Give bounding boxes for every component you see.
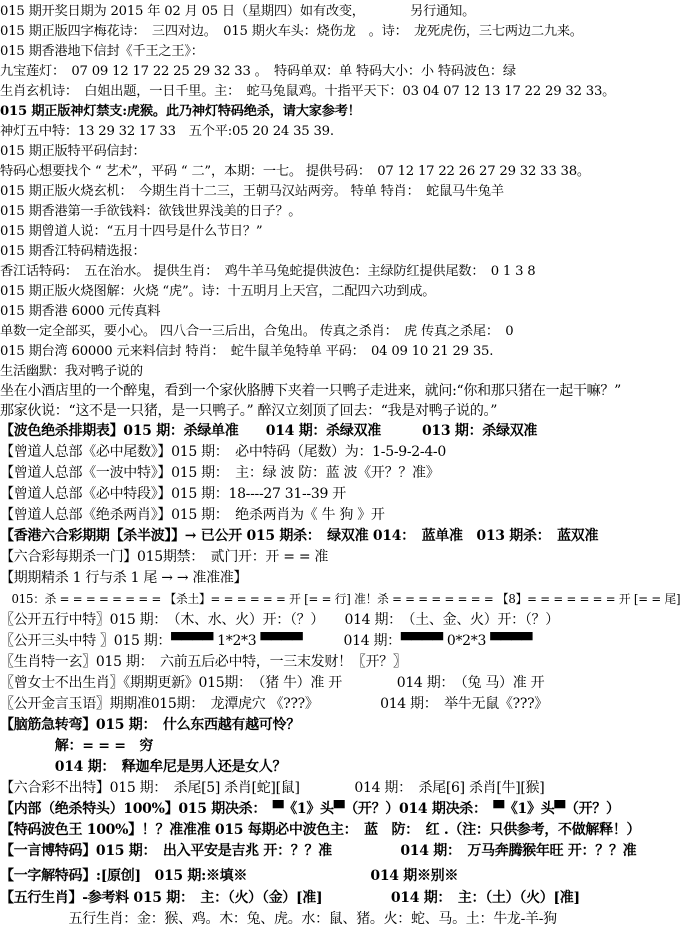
line-one-char: 【一字解特码】:[原创] 015 期:※填※ 014 期※别※ bbox=[0, 868, 459, 884]
line-one-word: 【一言博特码】015 期： 出入平安是吉兆 开：？？准 014 期： 万马奔腾猴年旺 开：？？准 bbox=[0, 843, 637, 859]
line-draw-date: 015 期开奖日期为 2015 年 02 月 05 日（星期四）如有改变， 另行通知。 bbox=[0, 4, 476, 19]
line-humor-title: 生活幽默：我对鸭子说的 bbox=[0, 364, 143, 379]
line-envelope-title: 015 期正版特平码信封： bbox=[0, 144, 146, 159]
line-zeng-says: 015 期曾道人说：“五月十四号是什么节日？” bbox=[0, 224, 263, 239]
line-zodiac-mystery: 〖生肖特一玄〗015 期： 六前五后必中特，一三末发财！〖开？〗 bbox=[0, 654, 407, 670]
line-golden-words: 〖公开金言玉语〗期期准015期： 龙潭虎穴 《???》 014 期： 举牛无鼠《???》 bbox=[0, 696, 548, 712]
line-lamp-five: 神灯五中特：13 29 32 17 33 五个平:05 20 24 35 39. bbox=[0, 124, 334, 139]
line-no-special: 【六合彩不出特】015 期： 杀尾[5] 杀肖[蛇][鼠] 014 期： 杀尾[6] 杀肖[牛][猴] bbox=[0, 780, 545, 796]
line-zeng-wave: 【曾道人总部《一波中特》】015 期： 主：绿 波 防：蓝 波《开？？准》 bbox=[0, 465, 440, 481]
line-fax-body: 单数一定全部买，要小心。 四八合一三后出，合兔出。 传真之杀肖： 虎 传真之杀尾： 0 bbox=[0, 324, 514, 339]
line-teaser-014: 014 期： 释迦牟尼是男人还是女人？ bbox=[0, 759, 287, 775]
line-kill-row: 015：杀 = = = = = = = = 【杀土】= = = = = = 开 [= = 行] 准！杀 = = = = = = = = 【8】= = = = = = = 开 [= = 尾] bbox=[0, 592, 681, 606]
line-wuxing-list: 五行生肖：金：猴、鸡。木：兔、虎。水：鼠、猪。火：蛇、马。土：牛龙-羊-狗 bbox=[0, 911, 557, 927]
line-fire-mystery: 015 期正版火烧玄机： 今期生肖十二三，王朝马汉站两旁。 特单 特肖： 蛇鼠马牛兔羊 bbox=[0, 184, 504, 199]
line-xiangjiang-code: 香江话特码： 五在治水。 提供生肖： 鸡牛羊马兔蛇提供波色：主绿防红提供尾数： 0 1 3 8 bbox=[0, 264, 536, 279]
line-kill-row-title: 【期期精杀 1 行与杀 1 尾 → → 准准准】 bbox=[0, 570, 248, 586]
line-kill-door: 【六合彩每期杀一门】015期禁： 贰门开：开 = = 准 bbox=[0, 549, 329, 565]
line-zeng-two-kill: 【曾道人总部《绝杀两肖》】015 期： 绝杀两肖为《 牛 狗 》开 bbox=[0, 507, 385, 523]
line-ms-zeng: 〖曾女士不出生肖〗《期期更新》015期： （猪 牛）准 开 014 期： （兔 马）准 开 bbox=[0, 675, 545, 691]
line-inner-kill: 【内部（绝杀特头）100%】015 期决杀： ▀《1》头▀（开？）014 期决杀： ▀《1》头▀（开？） bbox=[0, 801, 620, 817]
line-lamp-ban: 015 期正版神灯禁支:虎猴。此乃神灯特码绝杀，请大家参考！ bbox=[0, 104, 361, 119]
line-zodiac-poem: 生肖玄机诗： 白姐出题，一日千里。主： 蛇马兔鼠鸡。十指平天下：03 04 07 12 13 17 22 29 32 33。 bbox=[0, 84, 616, 99]
line-zeng-tail: 【曾道人总部《必中尾数》】015 期： 必中特码（尾数）为：1-5-9-2-4-0 bbox=[0, 444, 446, 460]
line-five-elements: 〖公开五行中特〗015 期： （木、水、火）开：（？） 014 期： （土、金、火）开：（？） bbox=[0, 612, 559, 628]
line-xiangjiang-title: 015 期香江特码精选报： bbox=[0, 244, 146, 259]
line-teaser-answer: 解：= = = 穷 bbox=[0, 738, 154, 754]
line-hk-envelope: 015 期香港地下信封《千王之王》： bbox=[0, 44, 204, 59]
line-zeng-section: 【曾道人总部《必中特段》】015 期：18----27 31--39 开 bbox=[0, 486, 346, 502]
line-art-code: 特码心想要找个 “ 艺术”，平码 “ 二”，本期：一七。 提供号码： 07 12 17 22 26 27 29 32 33 38。 bbox=[0, 164, 590, 179]
line-wave-color: 【波色绝杀排期表】015 期：杀绿单准 014 期：杀绿双准 013 期：杀绿双准 bbox=[0, 423, 538, 439]
line-plum-poem: 015 期正版四字梅花诗： 三四对边。 015 期火车头：烧伤龙 。诗： 龙死虎伤，三七两边二九来。 bbox=[0, 24, 583, 39]
line-three-heads: 〖公开三头中特 〗015 期：▀▀▀▀ 1*2*3 ▀▀▀▀ 014 期：▀▀▀▀ 0*2*3 ▀▀▀▀ bbox=[0, 633, 533, 649]
line-hk-half-wave: 【香港六合彩期期【杀半波】】→ 已公开 015 期杀： 绿双准 014： 蓝单准 013 期杀： 蓝双准 bbox=[0, 528, 599, 544]
line-wave-king: 【特码波色王 100%】！？准准准 015 每期必中波色主： 蓝 防： 红 .（注：只供参考，不做解释！） bbox=[0, 822, 641, 838]
line-hk-first: 015 期香港第一手欲钱料：欲钱世界浅美的日子？。 bbox=[0, 204, 302, 219]
line-fire-diagram: 015 期正版火烧图解：火烧 “虎”。诗：十五明月上天宫，二配四六功到成。 bbox=[0, 284, 436, 299]
line-lotus-lamp: 九宝莲灯： 07 09 12 17 22 25 29 32 33 。 特码单双：单 特码大小：小 特码波色：绿 bbox=[0, 64, 516, 79]
line-wuxing-zodiac: 【五行生肖】-参考料 015 期： 主：（火）（金）[准] 014 期： 主：（土）（火）[准] bbox=[0, 890, 580, 906]
line-taiwan-envelope: 015 期台湾 60000 元来料信封 特肖： 蛇牛鼠羊兔特单 平码： 04 09 10 21 29 35. bbox=[0, 344, 494, 359]
line-fax-title: 015 期香港 6000 元传真料 bbox=[0, 304, 161, 319]
line-humor-2: 那家伙说：“这不是一只猪，是一只鸭子。” 醉汉立刻顶了回去：“我是对鸭子说的。” bbox=[0, 403, 498, 419]
line-brain-teaser: 【脑筋急转弯】015 期： 什么东西越有越可怜？ bbox=[0, 717, 300, 733]
line-humor-1: 坐在小酒店里的一个醉鬼，看到一个家伙胳膊下夹着一只鸭子走进来，就问:“你和那只猪在一起干嘛？” bbox=[0, 383, 621, 399]
